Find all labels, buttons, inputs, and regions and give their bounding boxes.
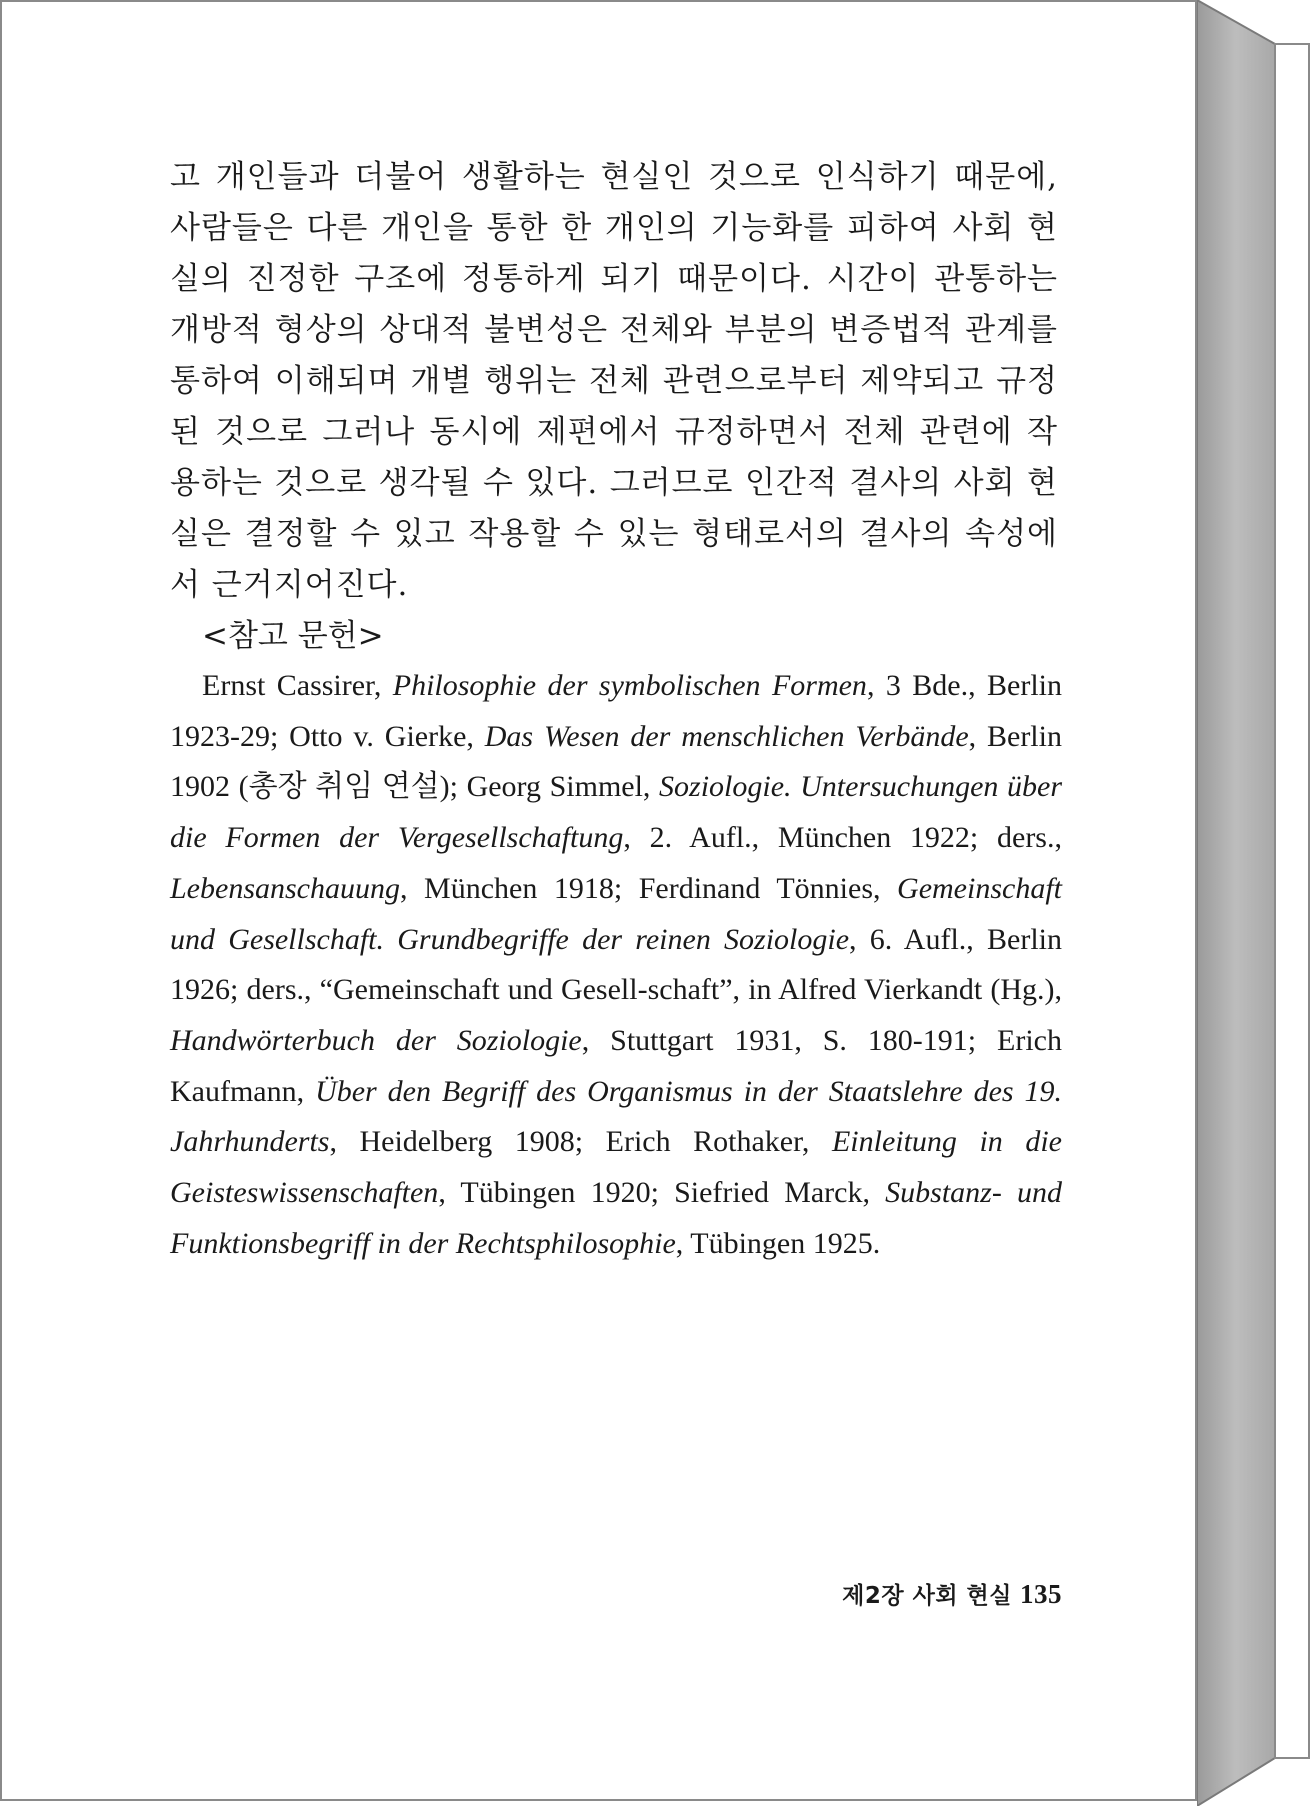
reference-text: , Berlin 1902 (총장 취임 연설); Georg Simmel, (170, 719, 1062, 804)
reference-title: Über den Begriff des Organismus in der Staatslehre des 19. Jahrhunderts (170, 1074, 1063, 1159)
reference-text: , Stuttgart 1931, S. 180-191; Erich Kaufmann, (170, 1023, 1062, 1108)
reference-text: , 3 Bde., Berlin 1923-29; Otto v. Gierke, (170, 669, 1062, 753)
running-footer (762, 1577, 1062, 1610)
chapter-title: 제2장 사회 현실 (842, 1583, 1012, 1609)
reference-text: , Tübingen 1920; Siefried Marck, (438, 1176, 886, 1210)
reference-text: Ernst Cassirer, (202, 669, 393, 702)
reference-title: Einleitung in die Geisteswissenschaften (170, 1125, 1062, 1210)
references-heading: <참고 문헌> (202, 618, 384, 654)
page-number: 135 (1020, 1579, 1062, 1609)
reference-title: Handwörterbuch der Soziologie (170, 1023, 582, 1057)
reference-text: , Heidelberg 1908; Erich Rothaker, (329, 1125, 832, 1159)
reference-title: Substanz- und Funktionsbegriff in der Rechtsphilosophie (170, 1176, 1062, 1260)
book-edge-spine (1197, 0, 1311, 1806)
reference-text: , 2. Aufl., München 1922; ders., (623, 821, 1062, 855)
reference-text: , 6. Aufl., Berlin 1926; ders., “Gemeinschaft und Gesell-schaft”, in Alfred Vierkandt (Hg.), (170, 922, 1062, 1007)
references-list (170, 661, 1062, 1269)
reference-text: , Tübingen 1925. (675, 1226, 881, 1260)
reference-title: Philosophie der symbolischen Formen (392, 669, 867, 702)
reference-title: Gemeinschaft und Gesellschaft. Grundbegriffe der reinen Soziologie (170, 871, 1062, 956)
reference-title: Das Wesen der menschlichen Verbände (484, 719, 969, 753)
reference-title: Soziologie. Untersuchungen über die Formen der Vergesellschaftung (170, 770, 1062, 855)
reference-text: , München 1918; Ferdinand Tönnies, (399, 871, 898, 905)
body-paragraph: 고 개인들과 더불어 생활하는 현실인 것으로 인식하기 때문에, 사람들은 다른 개인을 통한 한 개인의 기능화를 피하여 사회 현실의 진정한 구조에 정통하게 되기 때문이다. 시간이 관통하는 개방적 형상의 상대적 불변성은 전체와 부분의 변증법적 관계를 통하여 이해되며 개별 행위는 전체 관련으로부터 제약되고 규정된 것으로 그러나 동시에 제편에서 규정하면서 전체 관련에 작용하는 것으로 생각될 수 있다. 그러므로 인간적 결사의 사회 현실은 결정할 수 있고 작용할 수 있는 형태로서의 결사의 속성에서 근거지어진다. (170, 159, 1058, 603)
reference-title: Lebensanschauung (170, 871, 400, 905)
